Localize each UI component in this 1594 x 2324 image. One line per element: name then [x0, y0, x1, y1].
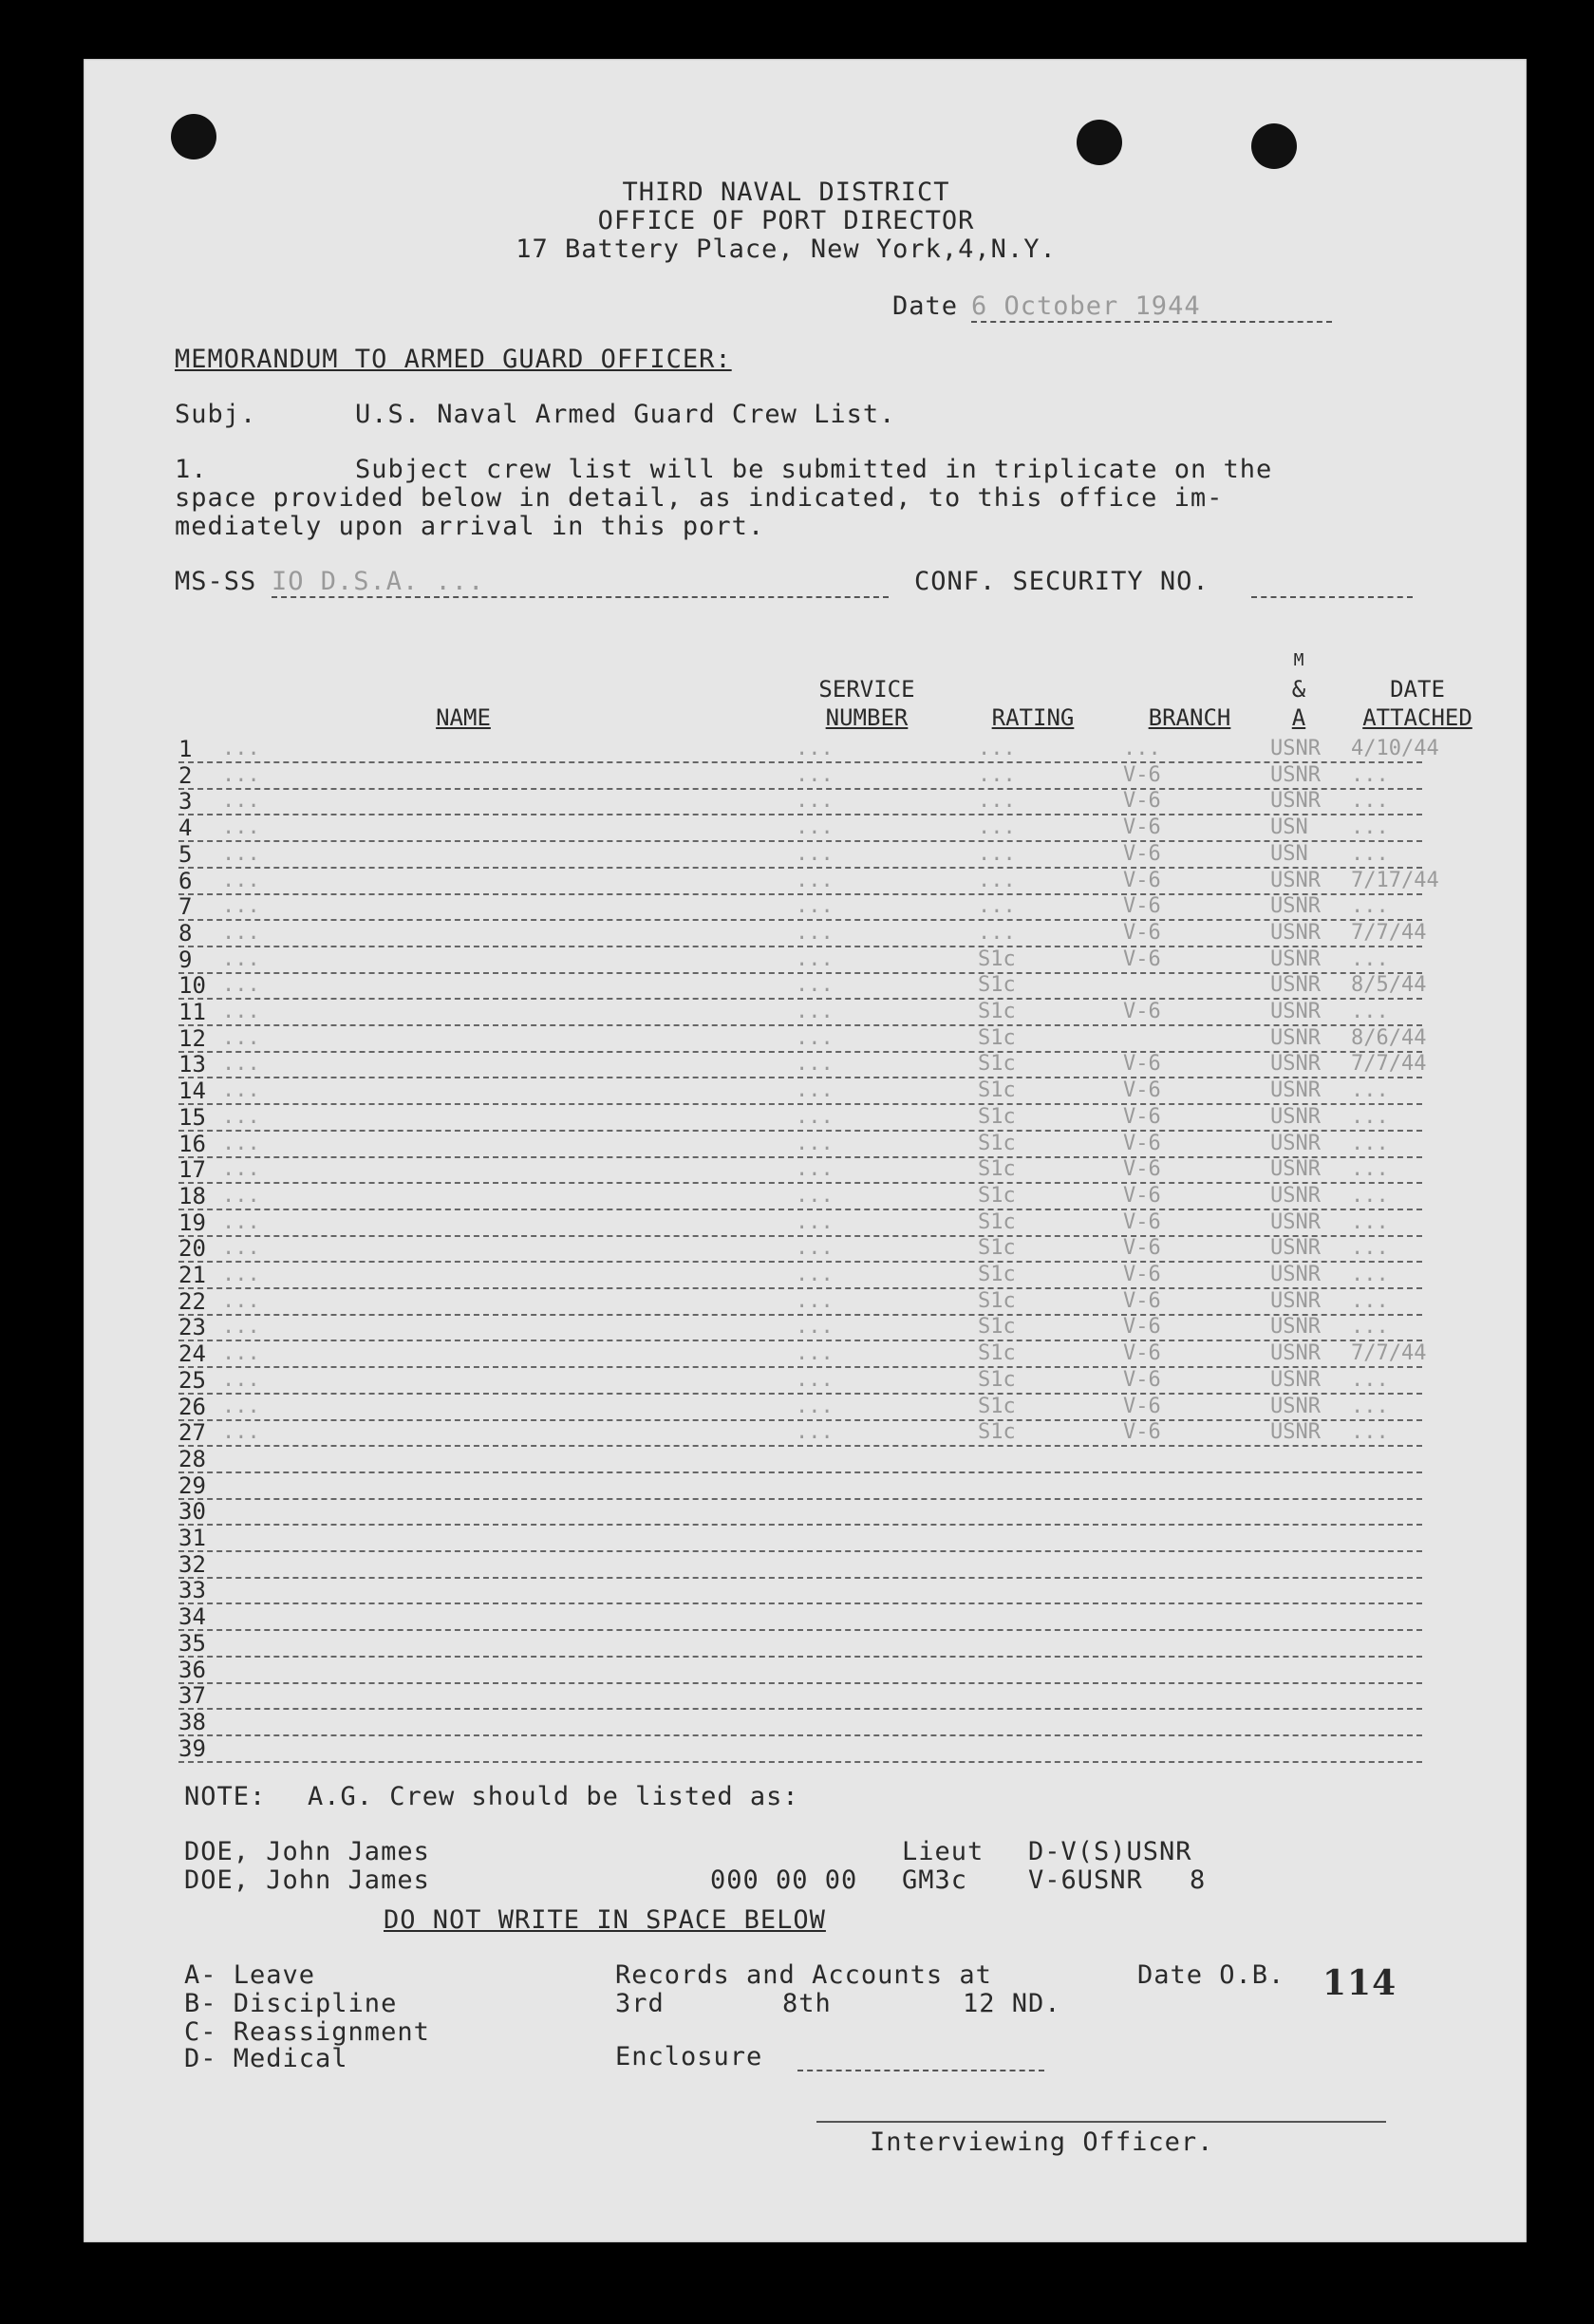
header-service-line1: SERVICE: [818, 676, 915, 703]
crew-name: ...: [222, 762, 260, 787]
ma-value: USNR: [1270, 1420, 1321, 1445]
service-number: ...: [796, 1078, 834, 1103]
table-row: [178, 892, 1422, 921]
service-number: ...: [796, 1420, 834, 1445]
branch: ...: [1123, 737, 1161, 760]
subject-label: Subj.: [175, 400, 257, 429]
ma-value: USNR: [1270, 1104, 1321, 1129]
date-attached: ...: [1351, 946, 1389, 971]
ma-value: USNR: [1270, 1157, 1321, 1182]
row-number: 4: [178, 815, 193, 841]
table-row: [178, 787, 1422, 815]
table-row: [178, 946, 1422, 974]
interviewing-officer-label: Interviewing Officer.: [870, 2127, 1214, 2157]
row-number: 13: [178, 1052, 206, 1078]
ma-value: USNR: [1270, 1394, 1321, 1418]
date-attached: ...: [1351, 1367, 1389, 1392]
instruction-line-3: mediately upon arrival in this port.: [175, 512, 765, 541]
table-row: [178, 1471, 1422, 1500]
branch: V-6: [1123, 946, 1161, 971]
row-number: 2: [178, 762, 193, 788]
row-number: 20: [178, 1236, 206, 1262]
date-attached: ...: [1351, 762, 1389, 787]
branch: V-6: [1123, 1157, 1161, 1182]
ma-value: USNR: [1270, 1341, 1321, 1366]
rating: S1c: [978, 1420, 1016, 1445]
service-number: ...: [796, 737, 834, 760]
date-attached: ...: [1351, 894, 1389, 919]
service-number: ...: [796, 1209, 834, 1234]
table-row: [178, 1287, 1422, 1316]
ma-value: USNR: [1270, 1288, 1321, 1313]
table-row: [178, 1393, 1422, 1421]
rating: S1c: [978, 1131, 1016, 1155]
branch: V-6: [1123, 789, 1161, 814]
crew-name: ...: [222, 1341, 260, 1366]
ma-value: USNR: [1270, 1000, 1321, 1023]
service-number: ...: [796, 841, 834, 866]
crew-name: ...: [222, 1236, 260, 1261]
row-number: 15: [178, 1104, 206, 1130]
header-address: 17 Battery Place, New York,4,N.Y.: [516, 234, 1057, 264]
table-row: [178, 1155, 1422, 1184]
row-number: 17: [178, 1157, 206, 1183]
crew-name: ...: [222, 789, 260, 814]
rating: S1c: [978, 1078, 1016, 1103]
row-number: 35: [178, 1630, 206, 1656]
table-row: [178, 1261, 1422, 1289]
table-row: [178, 735, 1439, 763]
branch: V-6: [1123, 1263, 1161, 1286]
table-row: [178, 919, 1427, 947]
branch: V-6: [1123, 815, 1161, 840]
punch-hole-right: [1251, 123, 1297, 169]
branch: V-6: [1123, 1209, 1161, 1234]
service-number: ...: [796, 1341, 834, 1366]
row-rule: [178, 1761, 1422, 1763]
branch: V-6: [1123, 1367, 1161, 1392]
table-row: [178, 1103, 1422, 1132]
date-attached: 8/6/44: [1351, 1025, 1427, 1050]
table-row: [178, 1681, 1422, 1710]
ma-value: USNR: [1270, 1263, 1321, 1286]
crew-name: ...: [222, 1078, 260, 1103]
crew-name: ...: [222, 1394, 260, 1418]
example2-rate: GM3c: [902, 1865, 968, 1895]
table-row: [178, 1734, 1422, 1763]
branch: V-6: [1123, 1078, 1161, 1103]
row-number: 16: [178, 1131, 206, 1156]
records-3rd: 3rd: [615, 1989, 665, 2018]
crew-name: ...: [222, 1052, 260, 1077]
document-sheet: [84, 59, 1527, 2242]
rating: S1c: [978, 1394, 1016, 1418]
header-ma-line1: M: [1293, 650, 1304, 670]
table-row: [178, 1550, 1422, 1579]
code-discipline: B- Discipline: [184, 1989, 398, 2018]
ma-value: USNR: [1270, 946, 1321, 971]
branch: V-6: [1123, 1288, 1161, 1313]
row-number: 18: [178, 1183, 206, 1209]
example2-number: 000 00 00: [710, 1865, 858, 1895]
date-attached: ...: [1351, 1236, 1389, 1261]
crew-name: ...: [222, 1209, 260, 1234]
records-8th: 8th: [782, 1989, 832, 2018]
ma-value: USNR: [1270, 973, 1321, 998]
example2-name: DOE, John James: [184, 1865, 430, 1895]
date-attached: ...: [1351, 841, 1389, 866]
crew-name: ...: [222, 1131, 260, 1155]
rating: S1c: [978, 1315, 1016, 1340]
example1-rank: Lieut: [902, 1837, 985, 1866]
service-number: ...: [796, 920, 834, 945]
security-number-blank: [1251, 596, 1413, 598]
branch: V-6: [1123, 1000, 1161, 1023]
row-number: 39: [178, 1735, 206, 1761]
service-number: ...: [796, 868, 834, 892]
header-office: OFFICE OF PORT DIRECTOR: [597, 206, 975, 235]
table-row: [178, 1182, 1422, 1210]
service-number: ...: [796, 762, 834, 787]
date-attached: ...: [1351, 1420, 1389, 1445]
service-number: ...: [796, 1052, 834, 1077]
service-number: ...: [796, 789, 834, 814]
row-number: 21: [178, 1263, 206, 1287]
service-number: ...: [796, 946, 834, 971]
example2-branch: V-6USNR: [1028, 1865, 1143, 1895]
row-number: 14: [178, 1078, 206, 1104]
ma-value: USNR: [1270, 789, 1321, 814]
row-number: 25: [178, 1367, 206, 1393]
code-medical: D- Medical: [184, 2044, 348, 2073]
crew-name: ...: [222, 946, 260, 971]
ma-value: USNR: [1270, 920, 1321, 945]
branch: V-6: [1123, 894, 1161, 919]
ship-name-value: IO D.S.A. ...: [272, 568, 889, 598]
note-text: A.G. Crew should be listed as:: [308, 1782, 799, 1811]
date-attached: 7/7/44: [1351, 1341, 1427, 1366]
table-row: [178, 998, 1422, 1026]
row-number: 34: [178, 1604, 206, 1630]
branch: V-6: [1123, 762, 1161, 787]
branch: V-6: [1123, 1104, 1161, 1129]
records-label: Records and Accounts at: [615, 1960, 992, 1990]
date-label: Date: [892, 291, 959, 321]
instruction-line-1: Subject crew list will be submitted in triplicate on the: [355, 455, 1273, 484]
rating: S1c: [978, 1236, 1016, 1261]
records-12nd: 12 ND.: [963, 1989, 1061, 2018]
rating: S1c: [978, 1183, 1016, 1208]
row-number: 29: [178, 1472, 206, 1498]
row-number: 6: [178, 868, 193, 893]
branch: V-6: [1123, 1341, 1161, 1366]
date-attached: ...: [1351, 1131, 1389, 1155]
ma-value: USNR: [1270, 1025, 1321, 1050]
date-ob-value: 114: [1322, 1963, 1397, 2003]
row-number: 26: [178, 1394, 206, 1419]
header-branch: BRANCH: [1148, 704, 1231, 731]
service-number: ...: [796, 1367, 834, 1392]
rating: S1c: [978, 1341, 1016, 1366]
security-label: CONF. SECURITY NO.: [914, 567, 1210, 596]
date-ob-label: Date O.B.: [1137, 1960, 1285, 1990]
date-attached: ...: [1351, 789, 1389, 814]
rating: S1c: [978, 946, 1016, 971]
crew-name: ...: [222, 841, 260, 866]
table-row: [178, 1418, 1422, 1447]
ship-label: MS-SS: [175, 567, 257, 596]
crew-name: ...: [222, 815, 260, 840]
row-number: 32: [178, 1551, 206, 1577]
do-not-write-heading: DO NOT WRITE IN SPACE BELOW: [384, 1905, 826, 1935]
table-row: [178, 971, 1427, 1000]
example1-name: DOE, John James: [184, 1837, 430, 1866]
date-attached: ...: [1351, 1104, 1389, 1129]
punch-hole-left: [171, 114, 216, 159]
crew-name: ...: [222, 1367, 260, 1392]
rating: S1c: [978, 1104, 1016, 1129]
crew-name: ...: [222, 1000, 260, 1023]
ma-value: USNR: [1270, 894, 1321, 919]
table-row: [178, 1366, 1422, 1395]
table-row: [178, 1576, 1422, 1604]
header-date-line1: DATE: [1390, 676, 1445, 703]
rating: S1c: [978, 1000, 1016, 1023]
branch: V-6: [1123, 920, 1161, 945]
date-attached: ...: [1351, 1209, 1389, 1234]
enclosure-label: Enclosure: [615, 2042, 763, 2071]
row-number: 12: [178, 1025, 206, 1051]
date-attached: 7/17/44: [1351, 868, 1439, 892]
table-row: [178, 1130, 1422, 1158]
ma-value: USNR: [1270, 1367, 1321, 1392]
ma-value: USNR: [1270, 1131, 1321, 1155]
branch: V-6: [1123, 841, 1161, 866]
crew-name: ...: [222, 868, 260, 892]
crew-name: ...: [222, 737, 260, 760]
row-number: 36: [178, 1657, 206, 1682]
row-number: 22: [178, 1288, 206, 1314]
crew-name: ...: [222, 1157, 260, 1182]
service-number: ...: [796, 1104, 834, 1129]
rating: S1c: [978, 1157, 1016, 1182]
row-number: 27: [178, 1420, 206, 1446]
row-number: 30: [178, 1499, 206, 1525]
service-number: ...: [796, 1183, 834, 1208]
header-district: THIRD NAVAL DISTRICT: [622, 178, 950, 207]
row-number: 19: [178, 1209, 206, 1235]
table-row: [178, 1629, 1422, 1658]
crew-name: ...: [222, 1183, 260, 1208]
service-number: ...: [796, 894, 834, 919]
example1-branch: D-V(S)USNR: [1028, 1837, 1192, 1866]
subject-text: U.S. Naval Armed Guard Crew List.: [355, 400, 896, 429]
header-rating: RATING: [991, 704, 1075, 731]
example2-extra: 8: [1190, 1865, 1207, 1895]
date-attached: 7/7/44: [1351, 1052, 1427, 1077]
crew-name: ...: [222, 1288, 260, 1313]
rating: S1c: [978, 1209, 1016, 1234]
branch: V-6: [1123, 1394, 1161, 1418]
table-row: [178, 1050, 1427, 1078]
note-label: NOTE:: [184, 1782, 267, 1811]
rating: ...: [978, 762, 1016, 787]
table-row: [178, 1234, 1422, 1263]
rating: S1c: [978, 1263, 1016, 1286]
date-attached: ...: [1351, 1263, 1389, 1286]
header-ma-line2: &: [1291, 676, 1306, 703]
header-name: NAME: [436, 704, 491, 731]
table-row: [178, 1024, 1427, 1053]
code-reassignment: C- Reassignment: [184, 2017, 430, 2047]
rating: S1c: [978, 1288, 1016, 1313]
ma-value: USNR: [1270, 1078, 1321, 1103]
ma-value: USNR: [1270, 1183, 1321, 1208]
instruction-line-2: space provided below in detail, as indicated, to this office im-: [175, 483, 1224, 513]
row-number: 38: [178, 1709, 206, 1734]
row-number: 28: [178, 1446, 206, 1471]
service-number: ...: [796, 815, 834, 840]
branch: V-6: [1123, 1236, 1161, 1261]
service-number: ...: [796, 1131, 834, 1155]
rating: ...: [978, 815, 1016, 840]
header-ma-line3: A: [1291, 704, 1306, 731]
row-number: 24: [178, 1341, 206, 1367]
date-attached: ...: [1351, 1000, 1389, 1023]
crew-name: ...: [222, 1315, 260, 1340]
crew-name: ...: [222, 920, 260, 945]
rating: S1c: [978, 1367, 1016, 1392]
crew-name: ...: [222, 1420, 260, 1445]
branch: V-6: [1123, 868, 1161, 892]
row-number: 10: [178, 973, 206, 999]
table-row: [178, 1209, 1422, 1237]
crew-name: ...: [222, 1104, 260, 1129]
ma-value: USNR: [1270, 762, 1321, 787]
table-row: [178, 1077, 1422, 1105]
service-number: ...: [796, 973, 834, 998]
table-row: [178, 1656, 1422, 1684]
table-row: [178, 761, 1422, 790]
service-number: ...: [796, 1288, 834, 1313]
ma-value: USNR: [1270, 1315, 1321, 1340]
enclosure-blank: [797, 2070, 1044, 2071]
rating: S1c: [978, 1052, 1016, 1077]
branch: V-6: [1123, 1131, 1161, 1155]
date-attached: ...: [1351, 1157, 1389, 1182]
table-row: [178, 1445, 1422, 1473]
memo-title: MEMORANDUM TO ARMED GUARD OFFICER:: [175, 345, 732, 374]
ma-value: USN: [1270, 815, 1308, 840]
table-row: [178, 1524, 1422, 1552]
instruction-number: 1.: [175, 455, 208, 484]
header-date-line2: ATTACHED: [1362, 704, 1472, 731]
signature-line: [816, 2121, 1386, 2123]
date-attached: ...: [1351, 1315, 1389, 1340]
rating: ...: [978, 789, 1016, 814]
row-number: 5: [178, 841, 193, 867]
rating: ...: [978, 868, 1016, 892]
rating: S1c: [978, 1025, 1016, 1050]
crew-name: ...: [222, 973, 260, 998]
row-number: 37: [178, 1683, 206, 1709]
table-row: [178, 1313, 1422, 1341]
ma-value: USN: [1270, 841, 1308, 866]
row-number: 31: [178, 1526, 206, 1550]
row-number: 1: [178, 737, 193, 761]
service-number: ...: [796, 1025, 834, 1050]
branch: V-6: [1123, 1315, 1161, 1340]
branch: V-6: [1123, 1420, 1161, 1445]
rating: ...: [978, 894, 1016, 919]
ma-value: USNR: [1270, 868, 1321, 892]
table-row: [178, 1497, 1422, 1526]
service-number: ...: [796, 1236, 834, 1261]
table-row: [178, 1708, 1422, 1736]
service-number: ...: [796, 1394, 834, 1418]
service-number: ...: [796, 1000, 834, 1023]
rating: S1c: [978, 973, 1016, 998]
service-number: ...: [796, 1263, 834, 1286]
ma-value: USNR: [1270, 1236, 1321, 1261]
date-attached: ...: [1351, 1288, 1389, 1313]
row-number: 33: [178, 1578, 206, 1603]
date-attached: ...: [1351, 815, 1389, 840]
rating: ...: [978, 920, 1016, 945]
row-number: 7: [178, 894, 193, 920]
ma-value: USNR: [1270, 1052, 1321, 1077]
code-leave: A- Leave: [184, 1960, 316, 1990]
crew-name: ...: [222, 894, 260, 919]
branch: V-6: [1123, 1052, 1161, 1077]
row-number: 23: [178, 1315, 206, 1340]
service-number: ...: [796, 1315, 834, 1340]
date-attached: ...: [1351, 1078, 1389, 1103]
crew-name: ...: [222, 1025, 260, 1050]
crew-name: ...: [222, 1263, 260, 1286]
date-attached: 4/10/44: [1351, 737, 1439, 760]
date-attached: ...: [1351, 1394, 1389, 1418]
row-number: 8: [178, 920, 193, 946]
date-attached: 8/5/44: [1351, 973, 1427, 998]
ma-value: USNR: [1270, 1209, 1321, 1234]
table-row: [178, 1340, 1427, 1368]
table-row: [178, 1602, 1422, 1631]
row-number: 11: [178, 1000, 206, 1024]
punch-hole-middle: [1077, 120, 1122, 165]
service-number: ...: [796, 1157, 834, 1182]
rating: ...: [978, 841, 1016, 866]
branch: V-6: [1123, 1183, 1161, 1208]
date-attached: 7/7/44: [1351, 920, 1427, 945]
date-value: 6 October 1944: [971, 292, 1332, 323]
date-attached: ...: [1351, 1183, 1389, 1208]
row-number: 3: [178, 789, 193, 815]
ma-value: USNR: [1270, 737, 1321, 760]
table-row: [178, 814, 1422, 842]
header-service-line2: NUMBER: [825, 704, 909, 731]
table-row: [178, 867, 1439, 895]
table-row: [178, 840, 1422, 869]
row-number: 9: [178, 946, 193, 972]
rating: ...: [978, 737, 1016, 760]
